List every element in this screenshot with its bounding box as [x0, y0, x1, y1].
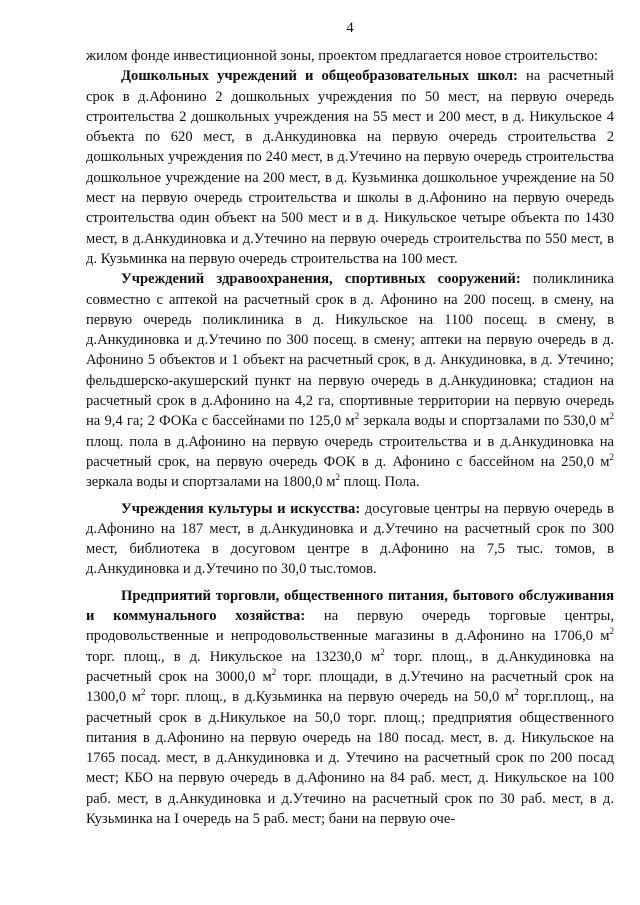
healthcare-text-1: поликлиника совместно с аптекой на расчетный срок в д. Афонино на 200 посещ. в смену, на первую очередь поликлиника в д. Никульское на 1100 посещ. в смену, в д.Анкудиновка и д.Утечино по 300 посещ. в смену; аптеки на первую очередь в д. Афонино 5 объектов и 1 объект на расчетный срок, в д. Анкудиновка, в д. Утечино; фельдшерско-акушерский пункт на первую очередь в д.Анкудиновка; стадион на расчетный срок в д.Афонино на 4,2 га, спортивные территории на первую очередь на 9,4 га; 2 ФОКа с бассейнами по 125,0 м [86, 271, 614, 430]
trade-text-4: торг. площади, в д.Утечино на расчетный срок на 1300,0 м [86, 668, 614, 706]
healthcare-text-5: площ. Пола. [339, 474, 420, 491]
culture-text: досуговые центры на первую очередь в д.Афонино на 187 мест, в д.Анкудиновка и д.Утечино на расчетный срок по 300 мест, библиотека в досуговом центре в д.Афонино на 7,5 тыс. томов, в д.Анкудиновка и д.Утечино по 30,0 тыс.томов. [86, 500, 614, 578]
trade-heading: Предприятий торговли, общественного питания, бытового обслуживания и коммунального хозяйства: [86, 587, 614, 625]
superscript: 2 [609, 626, 614, 637]
superscript: 2 [609, 411, 614, 422]
intro-paragraph [86, 46, 614, 66]
superscript: 2 [271, 666, 277, 677]
trade-paragraph [86, 586, 614, 830]
healthcare-paragraph [86, 269, 614, 492]
healthcare-text-4: зеркала воды и спортзалами на 1800,0 м [86, 474, 336, 491]
healthcare-text-2: зеркала воды и спортзалами по 530,0 м [359, 413, 610, 430]
superscript: 2 [514, 687, 519, 698]
superscript: 2 [609, 451, 614, 462]
intro-text: жилом фонде инвестиционной зоны, проектом предлагается новое строительство: [86, 48, 598, 64]
superscript: 2 [354, 411, 360, 422]
trade-text-5: торг. площ., в д.Кузьминка на первую очередь на 50,0 м [145, 689, 515, 706]
page-number: 4 [346, 20, 354, 36]
trade-text-6: торг.площ., на расчетный срок в д.Никулькое на 50,0 торг. площ.; предприятия общественного питания в д.Афонино на первую очередь на 180 посад. мест, в. д. Никульское на 1765 посад. мест, в д.Анкудиновка и д. Утечино на расчетный срок по 200 посад мест; КБО на первую очередь в д.Афонино на 84 раб. мест, д. Никульское на 100 раб. мест, в д.Анкудиновка и д.Утечино на расчетный срок по 30 раб. мест, в д. Кузьминка на I очередь на 5 раб. мест; бани на первую оче- [86, 689, 614, 827]
superscript: 2 [141, 687, 146, 698]
trade-text-2: торг. площ., в д. Никульское на 13230,0 м [86, 648, 381, 665]
schools-text: на расчетный срок в д.Афонино 2 дошкольных учреждения по 50 мест, на первую очередь строительства 2 дошкольных учреждения на 55 мест и 200 мест, в д. Никульское 4 объекта по 620 мест, в д.Анкудиновка на первую очередь строительства 2 дошкольных учреждения по 240 мест, в д.Утечино на первую очередь строительства дошкольное учреждение на 200 мест, в д. Кузьминка дошкольное учреждение на 50 мест на первую очередь строительства и школы в д.Афонино на первую очередь строительства один объект на 500 мест и в д. Никульское четыре объекта по 1430 мест, в д.Анкудиновка и д.Утечино на первую очередь строительства по 550 мест, в д. Кузьминка на первую очередь строительства на 100 мест. [86, 68, 614, 267]
healthcare-heading: Учреждений здравоохранения, спортивных сооружений: [121, 271, 521, 288]
culture-paragraph [86, 499, 614, 580]
superscript: 2 [380, 646, 385, 657]
healthcare-text-3: площ. пола в д.Афонино на первую очередь строительства и в д.Анкудиновка на расчетный срок, на первую очередь ФОК в д. Афонино с бассейном на 250,0 м [86, 433, 614, 470]
schools-heading: Дошкольных учреждений и общеобразовательных школ: [121, 68, 518, 85]
culture-heading: Учреждения культуры и искусства: [121, 500, 361, 517]
document-page [86, 18, 614, 829]
trade-text-3: торг. площ., в д.Анкудиновка на расчетный срок на 3000,0 м [86, 648, 614, 685]
superscript: 2 [335, 472, 340, 483]
schools-paragraph [86, 66, 614, 269]
trade-text-1: на первую очередь торговые центры, продовольственные и непродовольственные магазины в д.Афонино на 1706,0 м [86, 608, 614, 645]
